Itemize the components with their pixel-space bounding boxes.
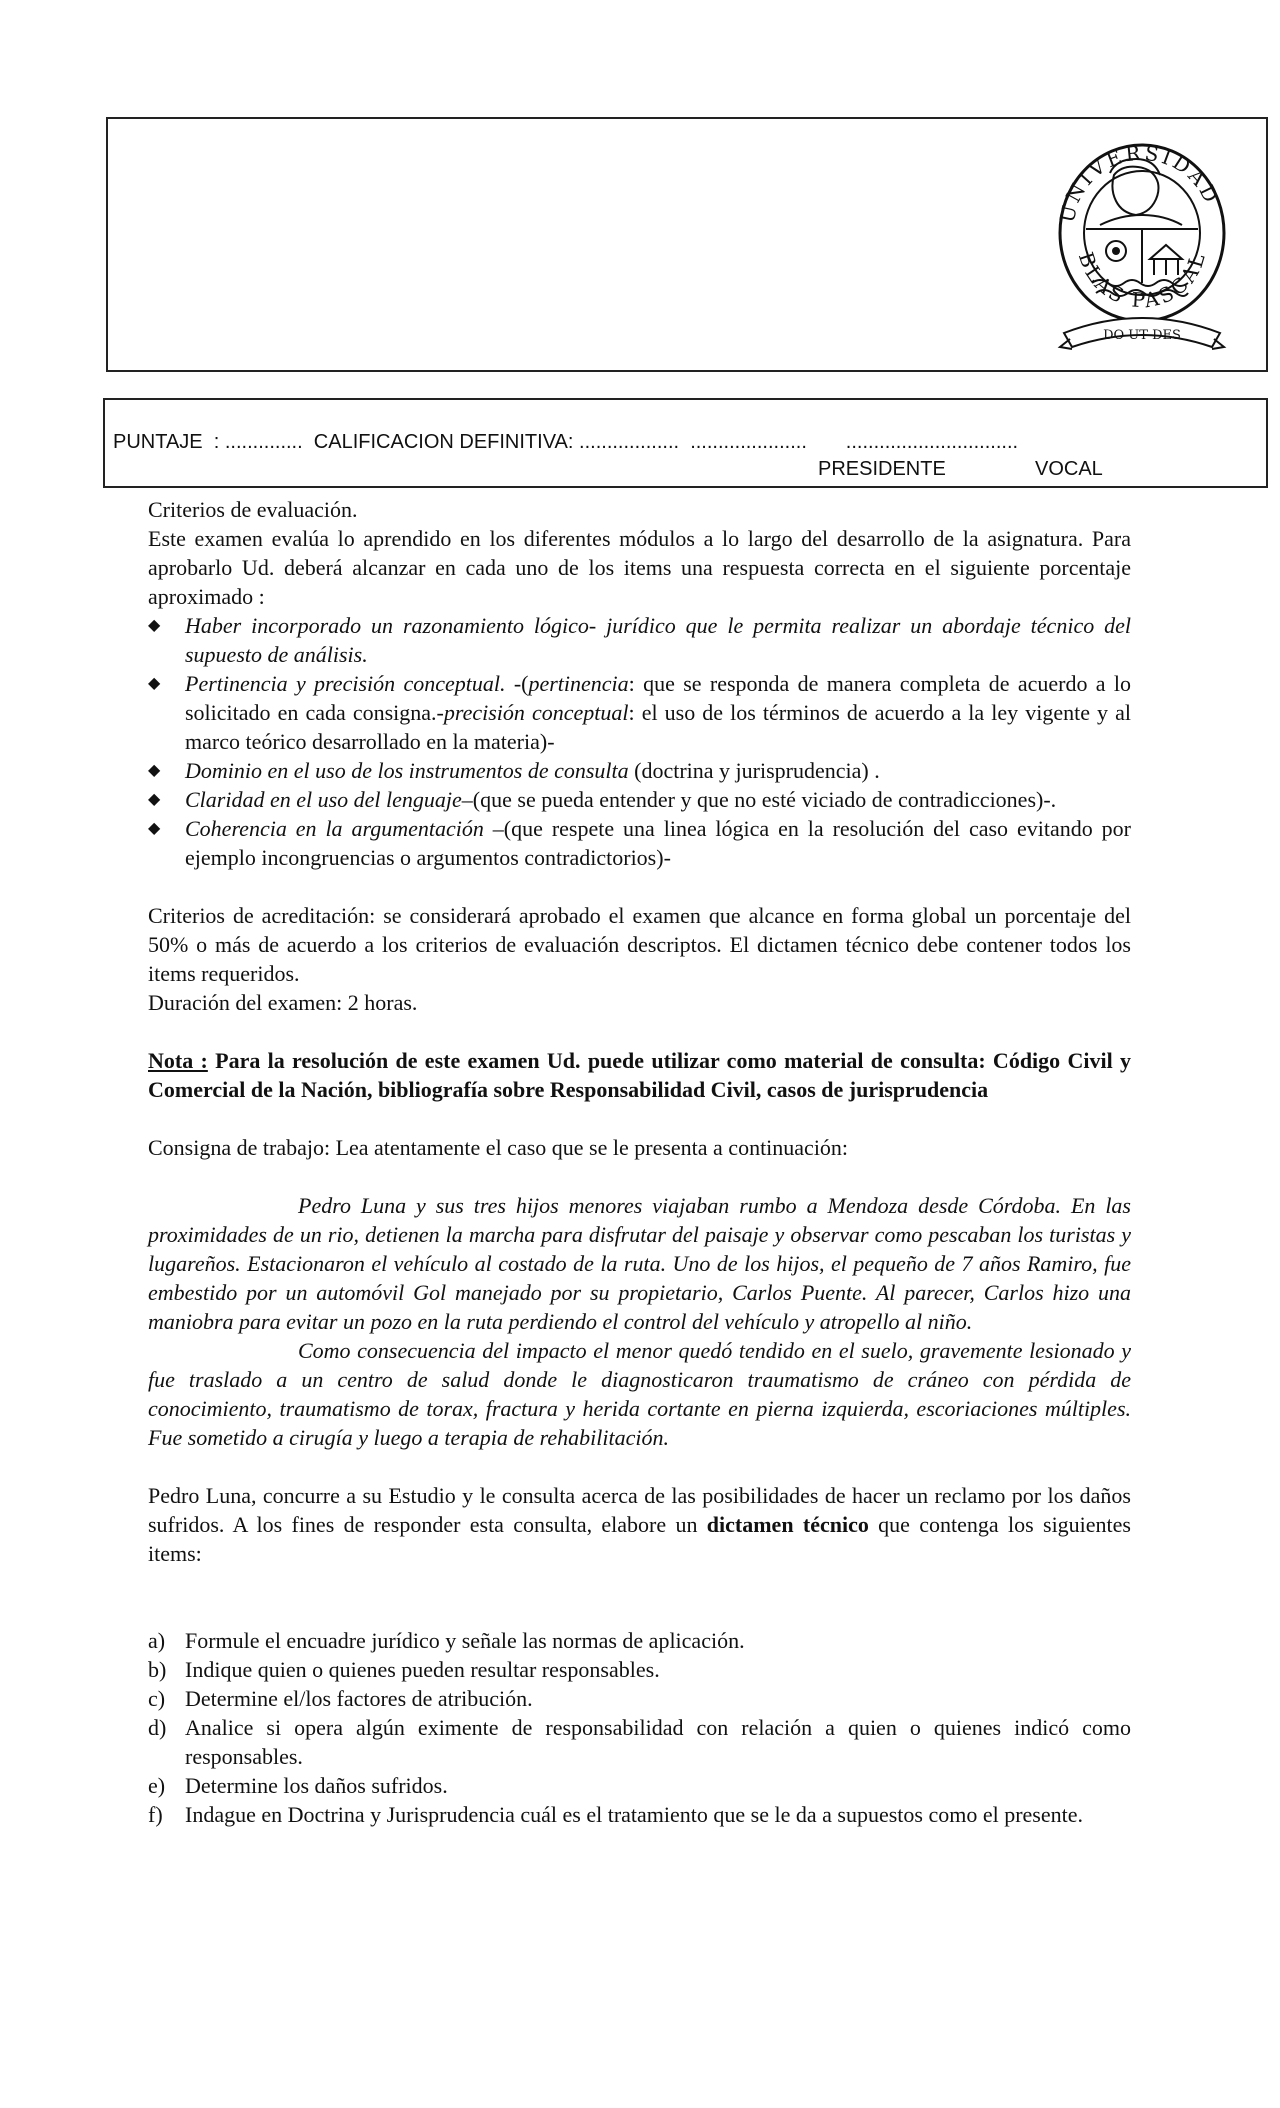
note-label: Nota :: [148, 1048, 208, 1073]
case-text: Pedro Luna y sus tres hijos menores viajaban rumbo a Mendoza desde Córdoba. En las proximidades de un rio, detienen la marcha para disfrutar del paisaje y observar como pescaban los turistas y lugareños. Estacionaron el vehículo al costado de la ruta. Uno de los hijos, el pequeño de 7 años Ramiro, fue embestido por un automóvil Gol manejado por su propietario, Carlos Puente. Al parecer, Carlos hizo una maniobra para evitar un pozo en la ruta perdiendo el control del vehículo y atropello al niño.: [148, 1193, 1131, 1334]
presidente-dots: .....................: [690, 431, 807, 453]
task-text: Analice si opera algún eximente de responsabilidad con relación a quien o quienes indicó como responsables.: [185, 1715, 1131, 1769]
consultation-emphasis: dictamen técnico: [706, 1512, 869, 1537]
task-item: [148, 1626, 1131, 1655]
task-letter: f): [148, 1802, 163, 1827]
case-paragraph-2: [148, 1336, 1131, 1452]
diamond-bullet-icon: ◆: [148, 675, 161, 692]
vocal-label: VOCAL: [1035, 458, 1103, 480]
task-letter: b): [148, 1657, 167, 1682]
criteria-bullet-title: Claridad en el uso del lenguaje: [185, 787, 462, 812]
criteria-bullet: [148, 785, 1131, 814]
criteria-bullet-title: Coherencia en la argumentación: [185, 816, 484, 841]
svg-text:BLAS PASCAL: BLAS PASCAL: [1073, 247, 1211, 313]
criteria-bullet-text: -(: [505, 671, 529, 696]
task-letter: e): [148, 1773, 166, 1798]
task-letter: d): [148, 1715, 167, 1740]
calificacion-dots: ..................: [579, 431, 680, 453]
task-letter: c): [148, 1686, 166, 1711]
puntaje-label: PUNTAJE :: [113, 431, 220, 453]
criteria-bullet-title: Dominio en el uso de los instrumentos de consulta: [185, 758, 629, 783]
task-item: [148, 1713, 1131, 1771]
criteria-intro: Este examen evalúa lo aprendido en los diferentes módulos a lo largo del desarrollo de la asignatura. Para aprobarlo Ud. deberá alcanzar en cada uno de los items una respuesta correcta en el siguiente porcentaje aproximado :: [148, 526, 1131, 609]
exam-body: [148, 495, 1131, 1829]
task-letter: a): [148, 1628, 166, 1653]
criteria-bullet-text: (doctrina y jurisprudencia) .: [628, 758, 880, 783]
task-text: Indague en Doctrina y Jurisprudencia cuál es el tratamiento que se le da a supuestos como el presente.: [185, 1802, 1084, 1827]
criteria-bullet-title: Pertinencia y precisión conceptual.: [185, 671, 506, 696]
criteria-bullet: [148, 669, 1131, 756]
note-text: Para la resolución de este examen Ud. puede utilizar como material de consulta: Código Civil y Comercial de la Nación, bibliografía sobre Responsabilidad Civil, casos de jurisprudencia: [148, 1048, 1131, 1102]
task-list: [148, 1626, 1131, 1829]
calificacion-label: CALIFICACION DEFINITIVA:: [313, 431, 574, 453]
case-paragraph-1: [148, 1191, 1131, 1336]
task-text: Determine los daños sufridos.: [185, 1773, 448, 1798]
note: [148, 1046, 1131, 1104]
consultation-text: que contenga los siguientes items:: [148, 1512, 1131, 1566]
assignment-intro: Consigna de trabajo: Lea atentamente el caso que se le presenta a continuación:: [148, 1135, 849, 1160]
criteria-bullet-term: precisión conceptual: [443, 700, 629, 725]
criteria-bullet: [148, 814, 1131, 872]
presidente-label: PRESIDENTE: [818, 458, 946, 480]
consultation-text: Pedro Luna, concurre a su Estudio y le consulta acerca de las posibilidades de hacer un reclamo por los daños sufridos. A los fines de responder esta consulta, elabore un: [148, 1483, 1131, 1537]
svg-text:UNIVERSIDAD: UNIVERSIDAD: [1054, 140, 1225, 225]
university-seal-icon: [1052, 133, 1232, 363]
seal-motto: DO UT DES: [1103, 328, 1181, 343]
criteria-bullet-text: : el uso de los términos de acuerdo a la ley vigente y al marco teórico desarrollado en la materia)-: [185, 700, 1131, 754]
task-text: Indique quien o quienes pueden resultar responsables.: [185, 1657, 660, 1682]
accreditation-text: Criterios de acreditación: se considerará aprobado el examen que alcance en forma global un porcentaje del 50% o más de acuerdo a los criterios de evaluación descriptos. El dictamen técnico debe contener todos los items requeridos.: [148, 903, 1131, 986]
diamond-bullet-icon: ◆: [148, 617, 161, 634]
case-text: Como consecuencia del impacto el menor quedó tendido en el suelo, gravemente lesionado y fue traslado a un centro de salud donde le diagnosticaron traumatismo de cráneo con pérdida de conocimiento, traumatismo de torax, fractura y herida cortante en pierna izquierda, escoriaciones múltiples. Fue sometido a cirugía y luego a terapia de rehabilitación.: [148, 1338, 1131, 1450]
criteria-bullet-text: –(que respete una linea lógica en la resolución del caso evitando por ejemplo incongruencias o argumentos contradictorios)-: [185, 816, 1131, 870]
task-item: [148, 1655, 1131, 1684]
task-item: [148, 1800, 1131, 1829]
score-line: [113, 431, 1018, 454]
consultation-paragraph: [148, 1481, 1131, 1568]
criteria-bullet: [148, 756, 1131, 785]
task-item: [148, 1684, 1131, 1713]
diamond-bullet-icon: ◆: [148, 791, 161, 808]
vocal-dots: ...............................: [845, 431, 1019, 453]
task-text: Formule el encuadre jurídico y señale las normas de aplicación.: [185, 1628, 745, 1653]
criteria-bullet-text: –(que se pueda entender y que no esté viciado de contradicciones)-.: [461, 787, 1057, 812]
criteria-bullet-text: : que se responda de manera completa de acuerdo a lo solicitado en cada consigna.-: [185, 671, 1131, 725]
diamond-bullet-icon: ◆: [148, 762, 161, 779]
score-box: [103, 398, 1268, 488]
task-item: [148, 1771, 1131, 1800]
criteria-bullet-term: pertinencia: [528, 671, 629, 696]
criteria-bullet: [148, 611, 1131, 669]
criteria-title: Criterios de evaluación.: [148, 497, 358, 522]
exam-duration: Duración del examen: 2 horas.: [148, 990, 418, 1015]
diamond-bullet-icon: ◆: [148, 820, 161, 837]
criteria-bullet-text: Haber incorporado un razonamiento lógico- jurídico que le permita realizar un abordaje técnico del supuesto de análisis.: [185, 613, 1131, 667]
puntaje-dots: ..............: [224, 431, 303, 453]
task-text: Determine el/los factores de atribución.: [185, 1686, 533, 1711]
